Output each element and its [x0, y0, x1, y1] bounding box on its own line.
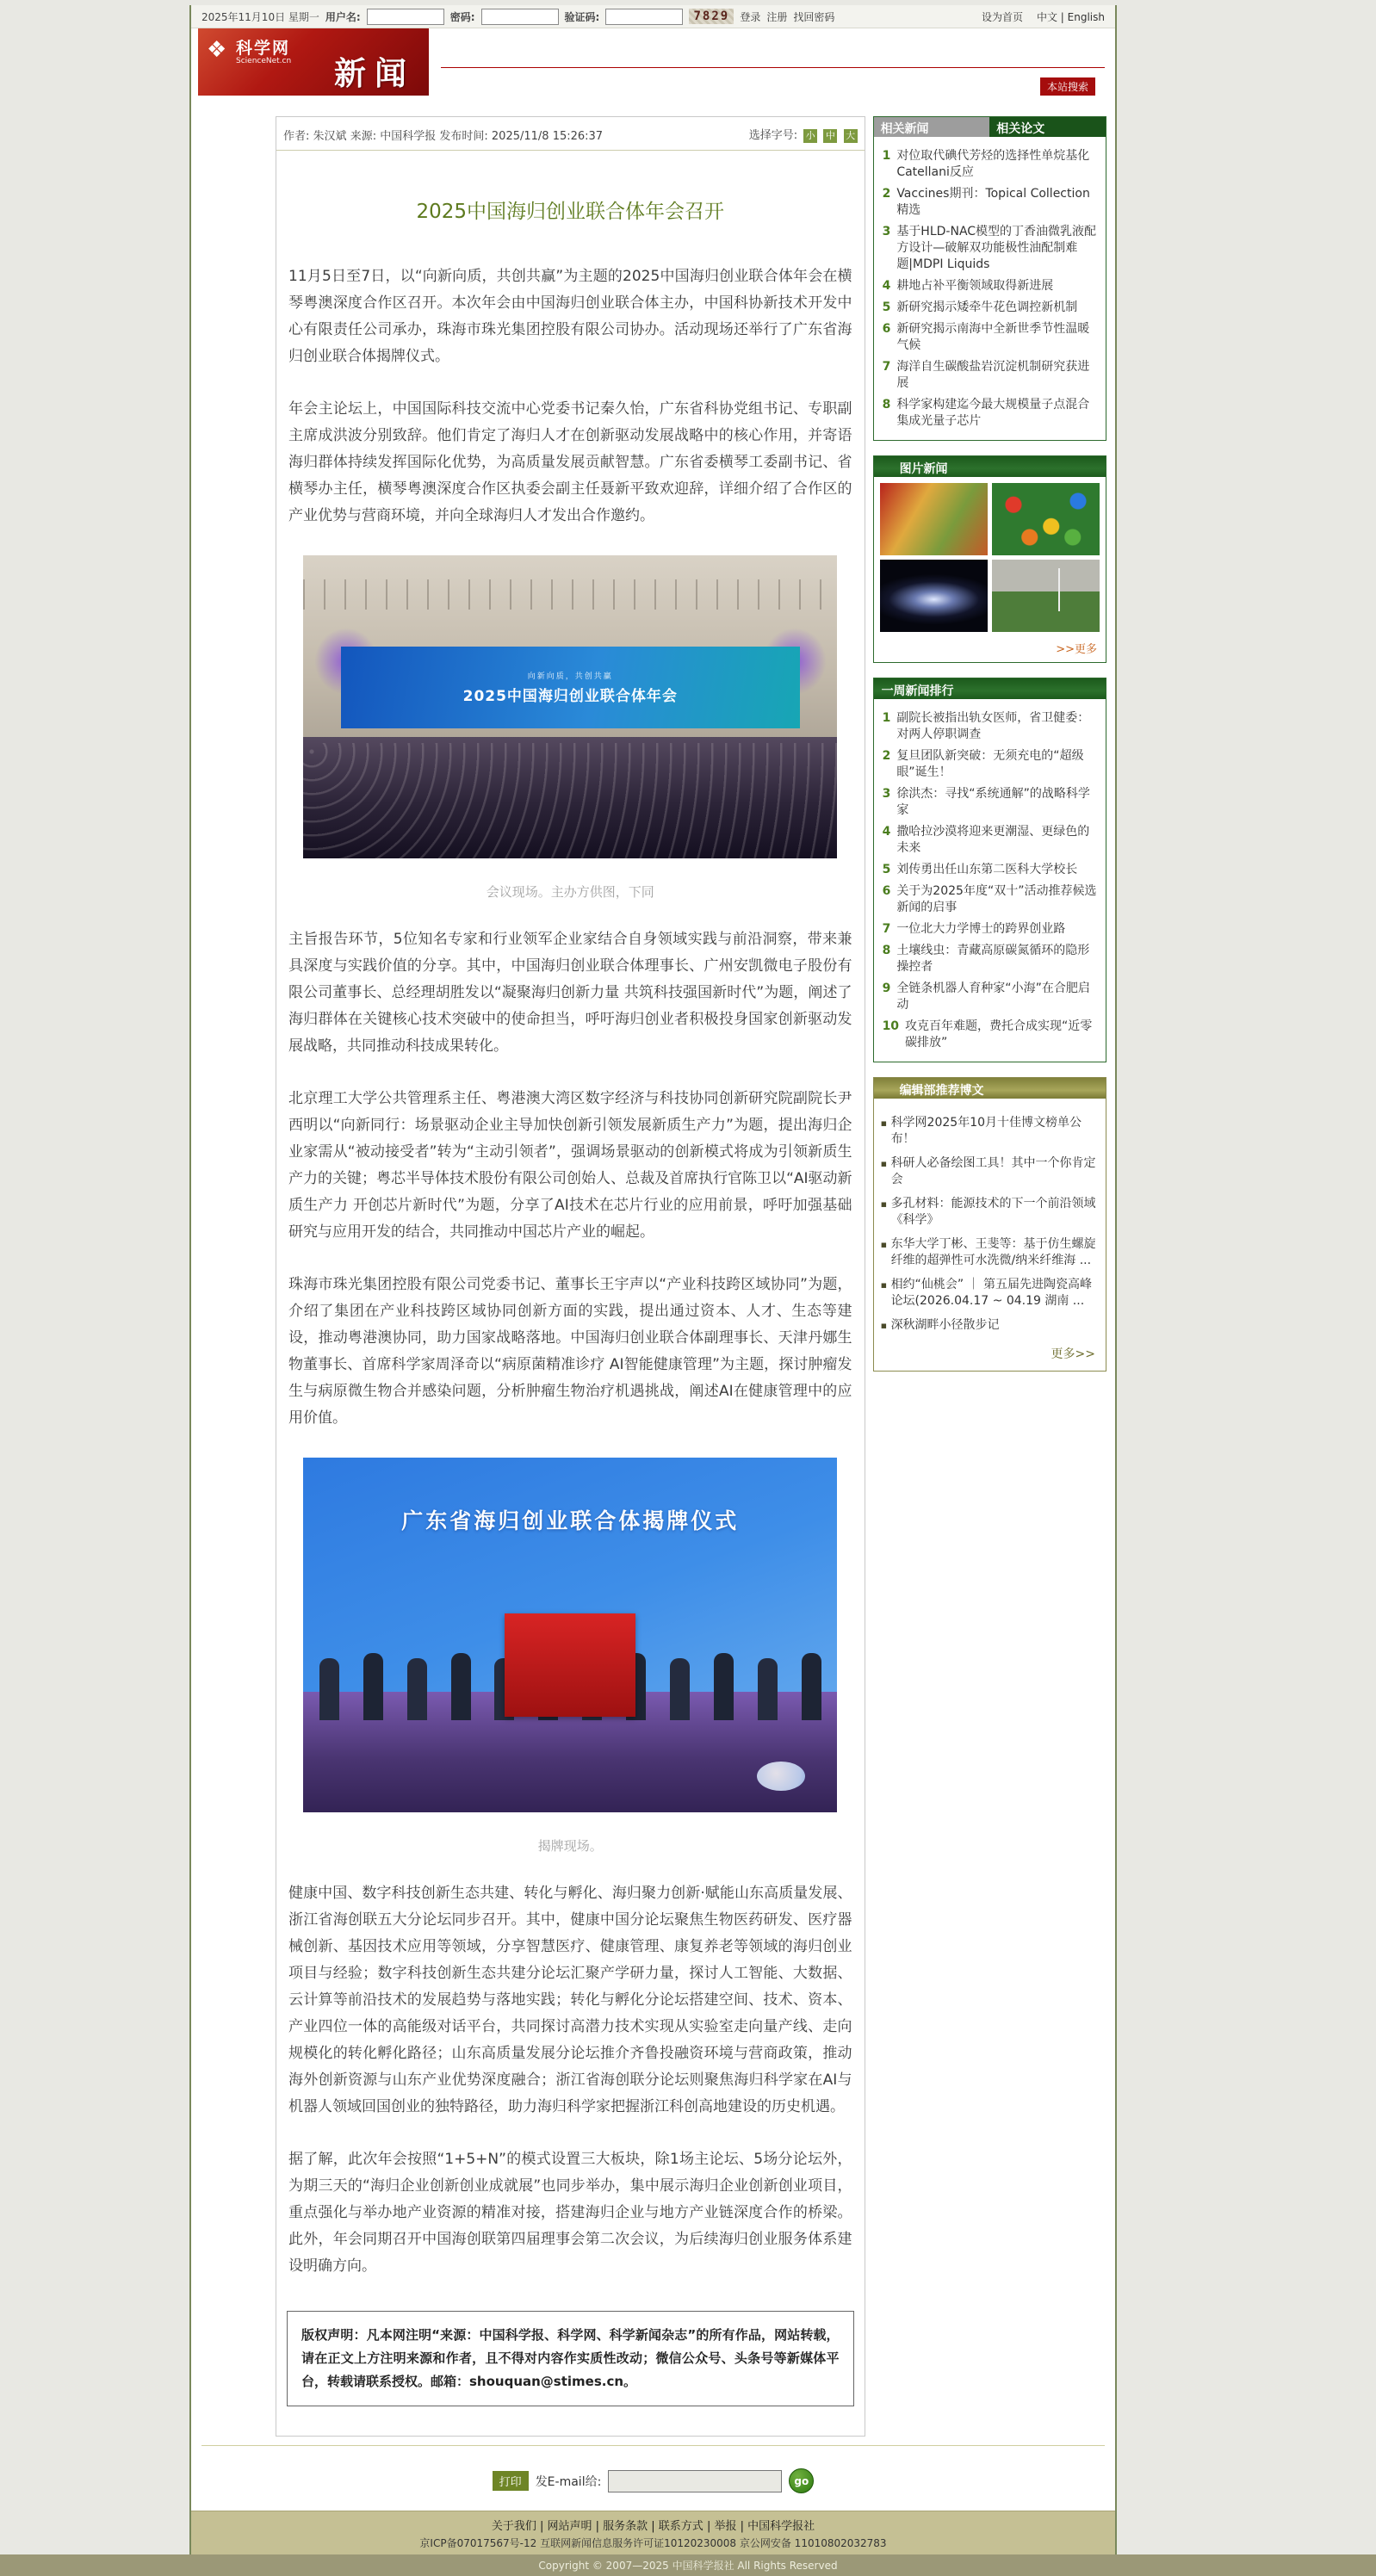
related-paper-item[interactable] [879, 397, 1099, 430]
email-input[interactable] [608, 2470, 782, 2492]
bottom-divider [201, 2445, 1105, 2446]
ranking-item[interactable] [879, 786, 1099, 819]
item-number: 7 [882, 360, 891, 374]
article-paragraph: 健康中国、数字科技创新生态共建、转化与孵化、海归聚力创新·赋能山东高质量发展、浙江省海创联五大分论坛同步召开。其中，健康中国分论坛聚焦生物医药研发、医疗器械创新、基因技术应用等领域，分享智慧医疗、健康管理、康复养老等领域的海归创业项目与经验；数字科技创新生态共建分论坛汇聚产学研力量，探讨人工智能、大数据、云计算等前沿技术的发展趋势与落地实践；转化与孵化分论坛搭建空间、技术、资本、产业四位一体的高能级对话平台，共同探讨高潜力技术实现从实验室走向量产线、走向规模化的转化孵化路径；山东高质量发展分论坛推介齐鲁投融资环境与营商政策，推动海外创新资源与山东产业优势深度融合；浙江省海创联分论坛则聚焦海归科学家在AI与机器人领域回国创业的独特路径，助力海归科学家把握浙江科创高地建设的历史机遇。 [288, 1885, 852, 2115]
email-label: 发E-mail给: [535, 2474, 602, 2489]
conference-photo [303, 555, 837, 858]
copyright-notice-box: 版权声明：凡本网注明“来源：中国科学报、科学网、科学新闻杂志”的所有作品，网站转载，请在正文上方注明来源和作者，且不得对内容作实质性改动；微信公众号、头条号等新媒体平台，转载请联系授权。邮箱：shouquan@stimes.cn。 [287, 2311, 854, 2406]
recommended-blogs-box [873, 1077, 1106, 1372]
photo-thumbnail-1[interactable] [880, 483, 988, 555]
item-title: 复旦团队新突破：无须充电的“超级眼”诞生！ [896, 749, 1084, 779]
item-title: 关于为2025年度“双十”活动推荐候选新闻的启事 [896, 884, 1097, 914]
ranking-item[interactable] [879, 943, 1099, 975]
fontsize-large-button[interactable]: 大 [844, 129, 858, 143]
password-input[interactable] [481, 9, 559, 25]
footer-icp: 京ICP备07017567号-12 互联网新闻信息服务许可证10120230008 京公网安备 11010802032783 [419, 2537, 887, 2549]
ranking-item[interactable] [879, 921, 1099, 938]
captcha-image[interactable]: 7829 [689, 9, 734, 24]
ceiling-truss-decor [303, 579, 837, 610]
week-ranking-box [873, 678, 1106, 1062]
item-title: 对位取代碘代芳烃的选择性单烷基化Catellani反应 [896, 149, 1090, 179]
site-name: 科学网 [236, 39, 291, 58]
item-number: 8 [882, 944, 891, 957]
site-logo-banner[interactable] [198, 28, 429, 96]
article-paragraph: 据了解，此次年会按照“1+5+N”的模式设置三大板块，除1场主论坛、5场分论坛外，为期三天的“海归企业创新创业成就展”也同步举办，集中展示海归企业创新创业项目，重点强化与举办地产业资源的精准对接，搭建海归企业与地方产业链深度合作的桥梁。此外，年会同期召开中国海创联第四届理事会第二次会议，为后续海归创业服务体系建设明确方向。 [288, 2151, 852, 2275]
language-switch[interactable]: 中文 | English [1036, 10, 1105, 23]
item-number: 2 [882, 749, 891, 763]
header-divider [441, 67, 1105, 68]
blog-item[interactable]: ▪ 科学网2025年10月十佳博文榜单公布！ [881, 1115, 1099, 1148]
login-link[interactable]: 登录 [740, 10, 761, 23]
sidebar [873, 116, 1106, 1386]
print-button[interactable]: 打印 [493, 2471, 529, 2491]
ranking-item[interactable] [879, 883, 1099, 916]
main-area [191, 102, 1115, 2437]
item-number: 1 [882, 711, 891, 725]
masthead [191, 28, 1115, 102]
item-number: 7 [882, 922, 891, 936]
related-paper-item[interactable] [879, 186, 1099, 219]
item-title: 新研究揭示矮牵牛花色调控新机制 [896, 300, 1078, 314]
item-number: 3 [882, 787, 891, 801]
unveiling-curtain [505, 1613, 635, 1717]
item-title: 耕地占补平衡领域取得新进展 [896, 279, 1054, 293]
item-number: 9 [882, 981, 891, 995]
article-paragraph: 主旨报告环节，5位知名专家和行业领军企业家结合自身领域实践与前沿洞察，带来兼具深度与实践价值的分享。其中，中国海归创业联合体理事长、广州安凯微电子股份有限公司董事长、总经理胡胜发以“凝聚海归创新力量 共筑科技强国新时代”为题，阐述了海归群体在关键核心技术突破中的使命担当，呼吁海归创业者积极投身国家创新驱动发展战略，共同推动科技成果转化。 [288, 931, 852, 1055]
captcha-label: 验证码: [564, 10, 600, 23]
week-ranking-header: 一周新闻排行 [874, 678, 1106, 699]
ranking-item[interactable] [879, 824, 1099, 857]
related-paper-item[interactable] [879, 224, 1099, 273]
publish-time: 2025/11/8 15:26:37 [491, 129, 604, 143]
item-number: 2 [882, 187, 891, 201]
footer-links[interactable]: 关于我们 | 网站声明 | 服务条款 | 联系方式 | 举报 | 中国科学报社 [491, 2520, 815, 2533]
item-title: 科学家构建迄今最大规模量子点混合集成光量子芯片 [896, 398, 1090, 428]
username-label: 用户名: [325, 10, 361, 23]
article-panel [276, 116, 865, 2437]
print-email-bar [191, 2468, 1115, 2493]
item-title: 土壤线虫：青藏高原碳氮循环的隐形操控者 [896, 944, 1090, 974]
register-link[interactable]: 注册 [766, 10, 788, 23]
screen-title: 2025中国海归创业联合体年会 [462, 687, 678, 705]
author-label: 作者: [283, 129, 310, 143]
article-paragraph: 年会主论坛上，中国国际科技交流中心党委书记秦久怡，广东省科协党组书记、专职副主席成洪波分别致辞。他们肯定了海归人才在创新驱动发展战略中的核心作用，并寄语海归群体持续发挥国际化优势，为高质量发展贡献智慧。广东省委横琴工委副书记、省横琴办主任，横琴粤澳深度合作区执委会副主任聂新平致欢迎辞，详细介绍了合作区的产业优势与营商环境，并向全球海归人才发出合作邀约。 [288, 400, 852, 524]
item-title: 海洋自生碳酸盐岩沉淀机制研究获进展 [896, 360, 1090, 390]
go-button[interactable]: go [789, 2468, 814, 2493]
section-title: 新闻 [334, 55, 415, 92]
captcha-input[interactable] [605, 9, 683, 25]
fontsize-label: 选择字号: [748, 129, 798, 142]
blogs-more-link[interactable]: 更多>> [1051, 1347, 1095, 1361]
top-bar [191, 5, 1115, 28]
footer-copyright: Copyright © 2007—2025 中国科学报社 All Rights Reserved [0, 2554, 1376, 2576]
item-number: 8 [882, 398, 891, 412]
site-domain: ScienceNet.cn [236, 57, 292, 65]
item-title: 新研究揭示南海中全新世季节性温暖气候 [896, 322, 1090, 352]
blog-item[interactable]: ▪ 东华大学丁彬、王斐等：基于仿生螺旋纤维的超弹性可水洗微/纳米纤维海 ... [881, 1236, 1099, 1269]
related-paper-item[interactable] [879, 278, 1099, 294]
ranking-item[interactable] [879, 710, 1099, 743]
related-paper-item[interactable] [879, 300, 1099, 316]
site-search-button[interactable]: 本站搜索 [1040, 77, 1095, 96]
item-number: 4 [882, 825, 891, 839]
item-title: 基于HLD-NAC模型的丁香油微乳液配方设计—破解双功能极性油配制难题|MDPI Liquids [896, 225, 1097, 271]
related-paper-item[interactable] [879, 359, 1099, 392]
author-name: 朱汉斌 [313, 129, 347, 143]
item-title: 徐洪杰：寻找“系统通解”的战略科学家 [896, 787, 1090, 817]
week-ranking-list [874, 699, 1106, 1062]
content-column [189, 5, 1117, 2554]
item-title: 全链条机器人育种家“小海”在合肥启动 [896, 981, 1090, 1012]
tab-related-papers[interactable]: 相关论文 [989, 117, 1106, 137]
blog-item[interactable]: ▪ 相约“仙桃会” ｜ 第五届先进陶瓷高峰论坛(2026.04.17 ~ 04.19 湖南 ... [881, 1277, 1099, 1310]
unveiling-photo [303, 1458, 837, 1812]
photo-caption: 揭牌现场。 [537, 1838, 603, 1854]
current-date: 2025年11月10日 星期一 [201, 10, 319, 23]
item-number: 10 [882, 1019, 900, 1033]
article-paragraph: 11月5日至7日，以“向新向质，共创共赢”为主题的2025中国海归创业联合体年会在横琴粤澳深度合作区召开。本次年会由中国海归创业联合体主办，中国科协新技术开发中心有限责任公司承办，珠海市珠光集团控股有限公司协办。活动现场还举行了广东省海归创业联合体揭牌仪式。 [288, 268, 852, 365]
item-title: 攻克百年难题，费托合成实现“近零碳排放” [905, 1019, 1093, 1050]
screen-slogan: 向新向质，共创共赢 [527, 672, 613, 681]
ranking-item[interactable] [879, 1019, 1099, 1051]
related-box [873, 116, 1106, 441]
ranking-item[interactable] [879, 981, 1099, 1013]
related-paper-item[interactable] [879, 321, 1099, 354]
item-title: 刘传勇出任山东第二医科大学校长 [896, 863, 1078, 876]
item-title: 一位北大力学博士的跨界创业路 [896, 922, 1066, 936]
article-meta-bar [276, 117, 865, 151]
item-number: 6 [882, 322, 891, 336]
username-input[interactable] [367, 9, 444, 25]
photo-news-grid [874, 477, 1106, 638]
item-number: 5 [882, 863, 891, 876]
sciencenet-emblem-icon: ❖ [207, 37, 227, 63]
photo-caption: 会议现场。主办方供图，下同 [486, 884, 654, 900]
footer [191, 2511, 1115, 2554]
item-number: 3 [882, 225, 891, 238]
article-title: 2025中国海归创业联合体年会召开 [416, 201, 725, 223]
related-paper-item[interactable] [879, 148, 1099, 181]
article-paragraph: 珠海市珠光集团控股有限公司党委书记、董事长王宇声以“产业科技跨区域协同”为题，介绍了集团在产业科技跨区域协同创新方面的实践，提出通过资本、人才、生态等建设，推动粤港澳协同，助力国家战略落地。中国海归创业联合体副理事长、天津丹娜生物董事长、首席科学家周泽奇以“病原菌精准诊疗 AI智能健康管理”为主题，探讨肿瘤发生与病原微生物合并感染问题，分析肿瘤生物治疗机遇挑战，阐述AI在健康管理中的应用价值。 [288, 1276, 852, 1427]
item-title: 副院长被指出轨女医师，省卫健委：对两人停职调查 [896, 711, 1090, 741]
set-homepage-link[interactable]: 设为首页 [981, 10, 1023, 23]
publish-time-label: 发布时间: [439, 129, 488, 143]
item-number: 1 [882, 149, 891, 163]
fontsize-small-button[interactable]: 小 [803, 129, 817, 143]
photo-news-header: 图片新闻 [874, 456, 1106, 477]
photo-thumbnail-2[interactable] [992, 483, 1100, 555]
related-papers-list [874, 137, 1106, 440]
backdrop-title: 广东省海归创业联合体揭牌仪式 [401, 1508, 740, 1533]
article-paragraph: 北京理工大学公共管理系主任、粤港澳大湾区数字经济与科技协同创新研究院副院长尹西明以“向新同行：场景驱动企业主导加快创新引领发展新质生产力”为题，提出海归企业家需从“被动接受者”转为“主动引领者”，强调场景驱动的创新模式将成为引领新质生产力的关键；粤芯半导体技术股份有限公司创始人、总裁及首席执行官陈卫以“AI驱动新质生产力 开创芯片新时代”为题，分享了AI技术在芯片行业的应用前景，呼吁加强基础研究与应用开发的结合，共同推动中国芯片产业的崛起。 [288, 1090, 852, 1241]
photo-news-box [873, 455, 1106, 663]
item-title: Vaccines期刊：Topical Collection精选 [896, 187, 1090, 217]
item-title: 撒哈拉沙漠将迎来更潮湿、更绿色的未来 [896, 825, 1090, 855]
source-name: 中国科学报 [380, 129, 437, 143]
blog-item[interactable]: ▪ 深秋湖畔小径散步记 [881, 1317, 1099, 1334]
ranking-item[interactable] [879, 748, 1099, 781]
item-number: 4 [882, 279, 891, 293]
item-number: 5 [882, 300, 891, 314]
password-label: 密码: [449, 10, 475, 23]
stage-screen [341, 647, 800, 728]
photo-thumbnail-3[interactable] [880, 560, 988, 632]
source-label: 来源: [350, 129, 377, 143]
tab-related-news[interactable]: 相关新闻 [874, 117, 990, 137]
recommended-blogs-header: 编辑部推荐博文 [874, 1078, 1106, 1099]
audience-heads-decor [303, 743, 837, 858]
blog-item[interactable]: ▪ 多孔材料：能源技术的下一个前沿领域《科学》 [881, 1196, 1099, 1229]
item-number: 6 [882, 884, 891, 898]
forgot-password-link[interactable]: 找回密码 [793, 10, 835, 23]
fontsize-medium-button[interactable]: 中 [823, 129, 837, 143]
photo-thumbnail-4[interactable] [992, 560, 1100, 632]
blog-item[interactable]: ▪ 科研人必备绘图工具！其中一个你肯定会 [881, 1155, 1099, 1188]
recommended-blogs-list [874, 1099, 1106, 1345]
photo-news-more-link[interactable]: >>更多 [1056, 643, 1097, 656]
ranking-item[interactable] [879, 862, 1099, 878]
